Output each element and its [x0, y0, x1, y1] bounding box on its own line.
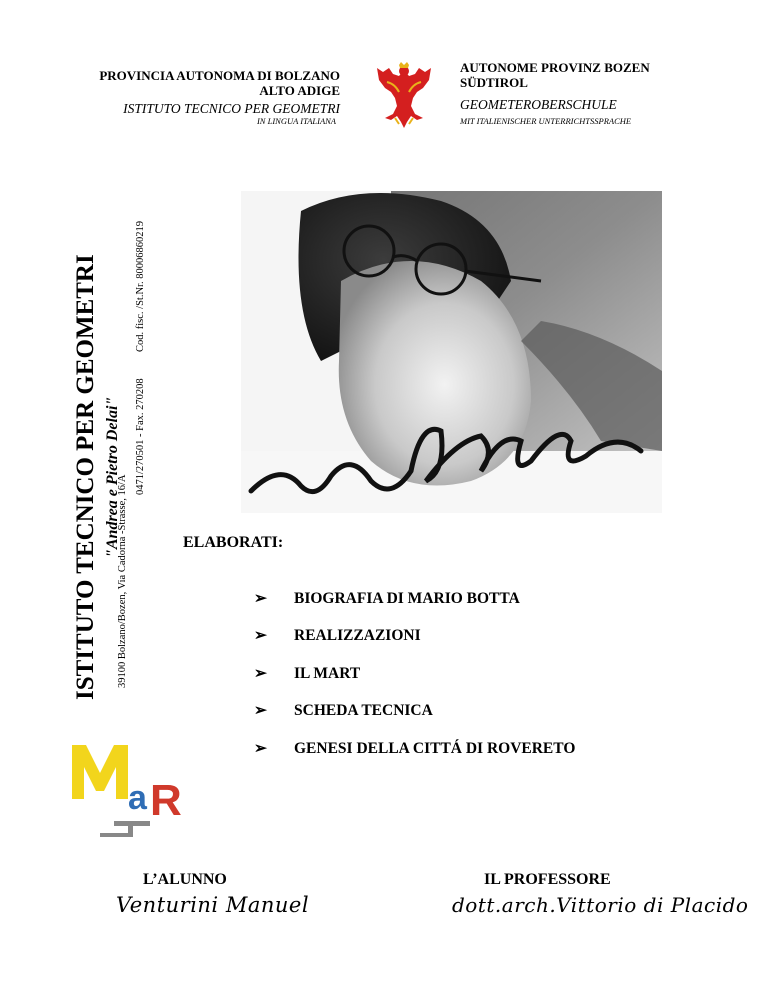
- list-item: [254, 589, 520, 608]
- side-dedication: "Andrea e Pietro Delai": [104, 396, 121, 558]
- mario-botta-photo: [241, 191, 662, 513]
- header-right-region: SÜDTIROL: [460, 75, 528, 90]
- arrow-bullet-icon: ➢: [254, 590, 267, 607]
- list-item: [254, 739, 575, 758]
- side-fiscal: Cod. fisc. /St.Nr. 80006860219: [135, 221, 146, 352]
- header-right-sub: MIT ITALIENISCHER UNTERRICHTSSPRACHE: [460, 116, 632, 126]
- list-item-label: SCHEDA TECNICA: [294, 702, 433, 719]
- student-name: Venturini Manuel: [116, 893, 310, 917]
- section-title: ELABORATI:: [183, 534, 284, 551]
- header-left-province: PROVINCIA AUTONOMA DI BOLZANO: [99, 68, 340, 83]
- professor-label: IL PROFESSORE: [484, 871, 611, 888]
- svg-text:R: R: [150, 776, 182, 825]
- arrow-bullet-icon: ➢: [254, 702, 267, 719]
- list-item: [254, 701, 433, 720]
- header-right-province: AUTONOME PROVINZ BOZEN: [460, 60, 650, 75]
- list-item: [254, 664, 360, 683]
- list-item-label: GENESI DELLA CITTÁ DI ROVERETO: [294, 740, 576, 757]
- side-address: 39100 Bolzano/Bozen, Via Cadorna -Strasse, 16/A: [117, 474, 128, 688]
- arrow-bullet-icon: ➢: [254, 740, 267, 757]
- header-left-sub: IN LINGUA ITALIANA: [256, 116, 336, 126]
- list-item-label: IL MART: [294, 665, 361, 682]
- header-left-region: ALTO ADIGE: [259, 83, 340, 98]
- list-item-label: BIOGRAFIA DI MARIO BOTTA: [294, 590, 520, 607]
- header-right-school: GEOMETEROBERSCHULE: [460, 97, 617, 112]
- tyrolean-eagle-emblem: [373, 62, 435, 128]
- svg-text:a: a: [128, 779, 147, 817]
- list-item: [254, 626, 421, 645]
- side-phone: 0471/270501 - Fax. 270208: [135, 378, 146, 495]
- arrow-bullet-icon: ➢: [254, 665, 267, 682]
- list-item-label: REALIZZAZIONI: [294, 627, 421, 644]
- header-left-school: ISTITUTO TECNICO PER GEOMETRI: [123, 101, 340, 116]
- student-label: L’ALUNNO: [143, 871, 227, 888]
- side-school-name: ISTITUTO TECNICO PER GEOMETRI: [72, 254, 99, 700]
- professor-name: dott.arch.Vittorio di Placido: [452, 893, 749, 917]
- mart-logo: [70, 737, 188, 839]
- arrow-bullet-icon: ➢: [254, 627, 267, 644]
